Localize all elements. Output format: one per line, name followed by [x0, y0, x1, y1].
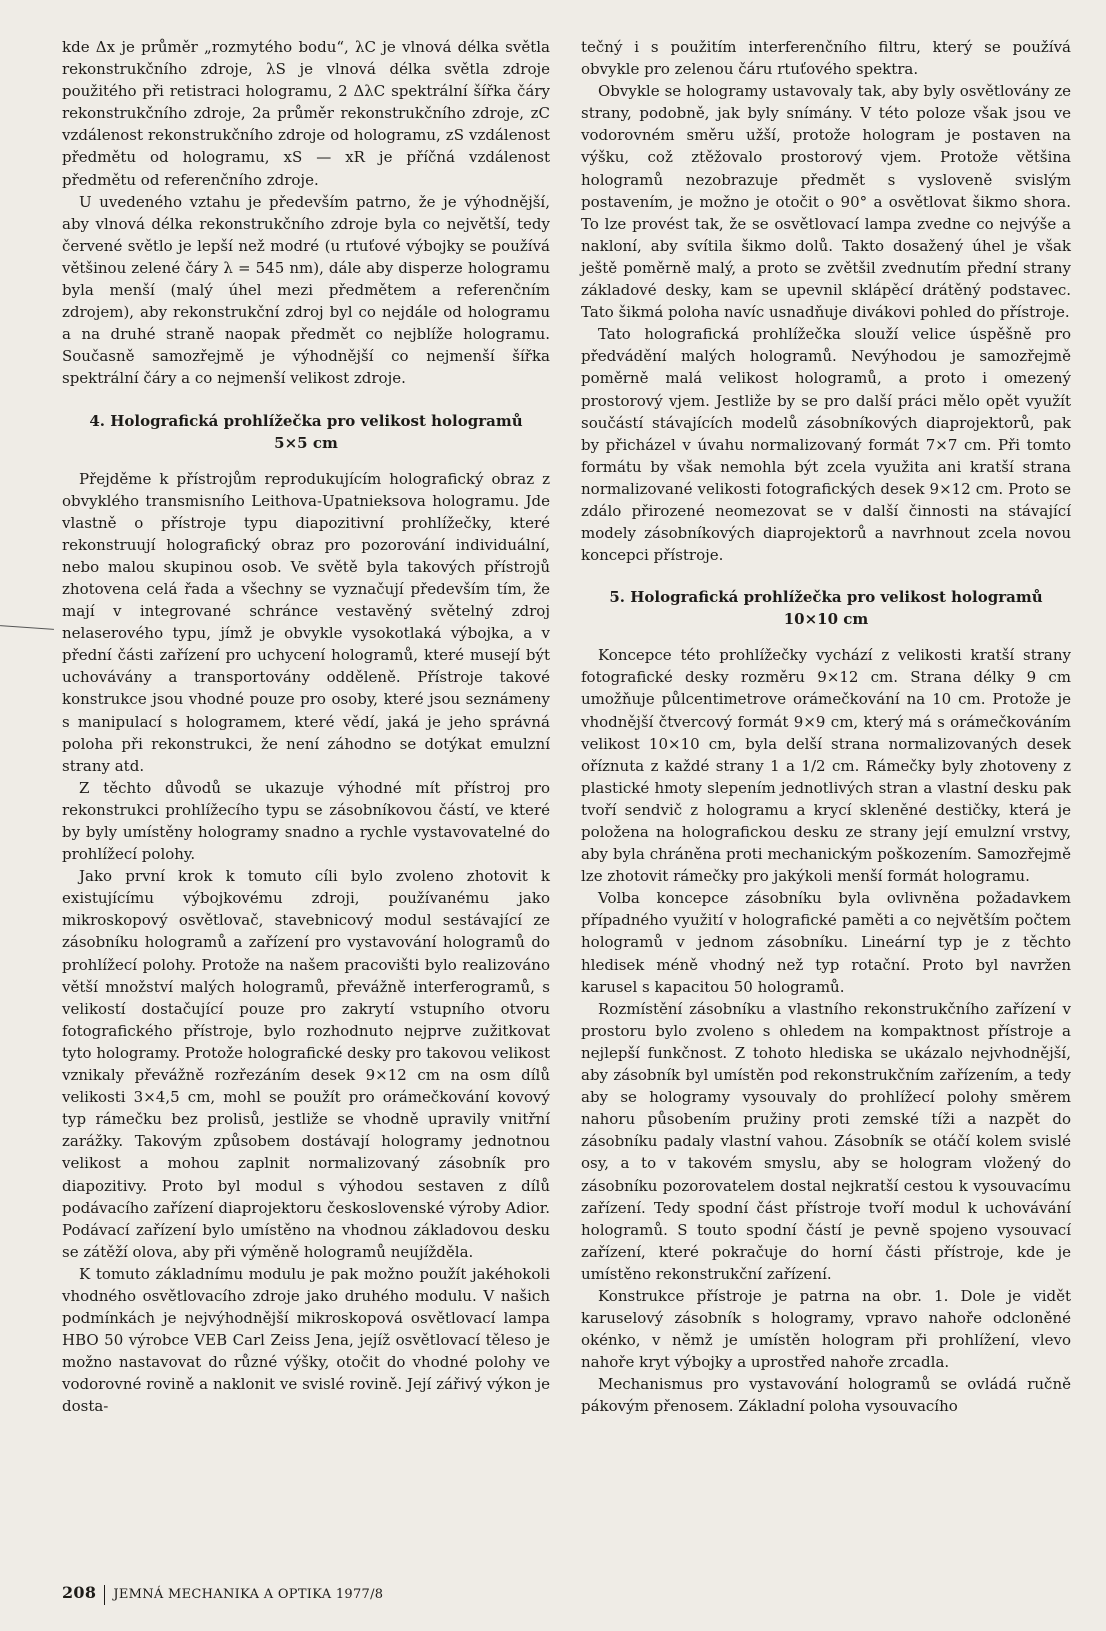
heading-line: 4. Holografická prohlížečka pro velikost hologramů: [89, 411, 523, 430]
paragraph: Koncepce této prohlížečky vychází z velikosti kratší strany fotografické desky rozměru 9×12 cm. Strana délky 9 cm umožňuje půlcentimetrove orámečkování na 10 cm. Protože je vhodnější čtvercový formát 9×9 cm, který má s orámečkováním velikost 10×10 cm, byla delší strana normalizovaných desek oříznuta z každé strany 1 a 1/2 cm. Rámečky byly zhotoveny z plastické hmoty slepením jednotlivých stran a vlastní desku pak tvoří sendvič z hologramu a krycí skleněné destičky, která je položena na holografickou desku ze strany její emulzní vrstvy, aby byla chráněna proti mechanickým poškozením. Samozřejmě lze zhotovit rámečky pro jakýkoli menší formát hologramu.: [581, 646, 1071, 886]
heading-line: 10×10 cm: [783, 610, 869, 629]
heading-line: 5. Holografická prohlížečka pro velikost hologramů: [609, 588, 1043, 607]
paragraph: Obvykle se hologramy ustavovaly tak, aby byly osvětlovány ze strany, podobně, jak byly snímány. V této poloze však jsou ve vodorovném směru užší, protože hologram je postaven na výšku, což ztěžovalo prostorový vjem. Protože většina hologramů nezobrazuje předmět s vysloveně svislým postavením, je možno je otočit o 90° a osvětlovat šikmo shora. To lze provést tak, že se osvětlovací lampa zvedne co nejvýše a nakloní, aby svítila šikmo dolů. Takto dosažený úhel je však ještě poměrně malý, a proto se zvětšil zvednutím přední strany základové desky, kam se upevnil sklápěcí drátěný podstavec. Tato šikmá poloha navíc usnadňuje divákovi pohled do přístroje.: [581, 82, 1071, 322]
journal-name: JEMNÁ MECHANIKA A OPTIKA 1977/8: [113, 1587, 384, 1602]
footer-divider: [104, 1585, 105, 1605]
left-column: [62, 36, 550, 1418]
paragraph: K tomuto základnímu modulu je pak možno použít jakéhokoli vhodného osvětlovacího zdroje jako druhého modulu. V našich podmínkách je nejvýhodnější mikroskopová osvětlovací lampa HBO 50 výrobce VEB Carl Zeiss Jena, jejíž osvětlovací těleso je možno nastavovat do různé výšky, otočit do vhodné polohy ve vodorovné rovině a naklonit ve svislé rovině. Její zářivý výkon je dosta-: [62, 1264, 550, 1416]
paragraph: U uvedeného vztahu je především patrno, že je výhodnější, aby vlnová délka rekonstrukčního zdroje byla co největší, tedy červené světlo je lepší než modré (u rtuťové výbojky se používá většinou zelené čáry λ = 545 nm), dále aby disperze hologramu byla menší (malý úhel mezi předmětem a referenčním zdrojem), aby rekonstrukční zdroj byl co nejdále od hologramu a na druhé straně naopak předmět co nejblíže hologramu. Současně samozřejmě je výhodnější co nejmenší šířka spektrální čáry a co nejmenší velikost zdroje.: [62, 192, 550, 388]
paragraph: Tato holografická prohlížečka slouží velice úspěšně pro předvádění malých hologramů. Nevýhodou je samozřejmě poměrně malá velikost hologramů, a proto i omezený prostorový vjem. Jestliže by se pro další práci mělo opět využít součástí stávajících modelů zásobníkových diaprojektorů, pak by přicházel v úvahu normalizovaný formát 7×7 cm. Při tomto formátu by však nemohla být zcela využita ani kratší strana normalizované velikosti fotografických desek 9×12 cm. Proto se zdálo přirozené neomezovat se v další činnosti na stávající modely zásobníkových diaprojektorů a navrhnout zcela novou koncepci přístroje.: [581, 325, 1071, 565]
right-column: [581, 36, 1071, 1418]
section-heading-4: [62, 410, 550, 454]
heading-line: 5×5 cm: [274, 433, 338, 452]
paragraph: kde Δx je průměr „rozmytého bodu“, λC je vlnová délka světla rekonstrukčního zdroje, λS je vlnová délka světla zdroje použitého při retistraci hologramu, 2 ΔλC spektrální šířka čáry rekonstrukčního zdroje, 2a průměr rekonstrukčního zdroje, zC vzdálenost rekonstrukčního zdroje od hologramu, zS vzdálenost předmětu od hologramu, xS — xR je příčná vzdálenost předmětu od referenčního zdroje.: [62, 38, 550, 189]
paragraph: Rozmístění zásobníku a vlastního rekonstrukčního zařízení v prostoru bylo zvoleno s ohledem na kompaktnost přístroje a nejlepší funkčnost. Z tohoto hlediska se ukázalo nejvhodnější, aby zásobník byl umístěn pod rekonstrukčním zařízením, a tedy aby se hologramy vysouvaly do prohlížecí polohy směrem nahoru působením pružiny proti zemské tíži a nazpět do zásobníku padaly vlastní vahou. Zásobník se otáčí kolem svislé osy, a to v takovém smyslu, aby se hologram vložený do zásobníku pozorovatelem dostal nejkratší cestou k vysouvacímu zařízení. Tedy spodní část přístroje tvoří modul k uchovávání hologramů. S touto spodní částí je pevně spojeno vysouvací zařízení, které pokračuje do horní části přístroje, kde je umístěno rekonstrukční zařízení.: [581, 999, 1071, 1283]
page-footer: [62, 1583, 383, 1605]
paragraph: Mechanismus pro vystavování hologramů se ovládá ručně pákovým přenosem. Základní poloha vysouvacího: [581, 1375, 1071, 1416]
paragraph: Konstrukce přístroje je patrna na obr. 1. Dole je vidět karuselový zásobník s hologramy, vpravo nahoře odcloněné okénko, v němž je umístěn hologram při prohlížení, vlevo nahoře kryt výbojky a uprostřed nahoře zrcadla.: [581, 1286, 1071, 1372]
margin-mark: [0, 625, 54, 630]
paragraph: tečný i s použitím interferenčního filtru, který se používá obvykle pro zelenou čáru rtuťového spektra.: [581, 38, 1071, 79]
section-heading-5: [581, 586, 1071, 630]
paragraph: Jako první krok k tomuto cíli bylo zvoleno zhotovit k existujícímu výbojkovému zdroji, používanému jako mikroskopový osvětlovač, stavebnicový modul sestávající ze zásobníku hologramů a zařízení pro vystavování hologramů do prohlížecí polohy. Protože na našem pracovišti bylo realizováno větší množství malých hologramů, převážně interferogramů, s velikostí dostačující pouze pro zakrytí vstupního otvoru fotografického přístroje, bylo rozhodnuto nejprve zužitkovat tyto hologramy. Protože holografické desky pro takovou velikost vznikaly převážně rozřezáním desek 9×12 cm na osm dílů velikosti 3×4,5 cm, mohl se použít pro orámečkování kovový typ rámečku bez prolisů, jestliže se vhodně upravily vnitřní zarážky. Takovým způsobem dostávají hologramy jednotnou velikost a mohou zaplnit normalizovaný zásobník pro diapozitivy. Proto byl modul s výhodou sestaven z dílů podávacího zařízení diaprojektoru československé výroby Adior. Podávací zařízení bylo umístěno na vhodnou základovou desku se zátěží olova, aby při výměně hologramů neujížděla.: [62, 867, 550, 1261]
paragraph: Volba koncepce zásobníku byla ovlivněna požadavkem případného využití v holografické paměti a co největším počtem hologramů v jednom zásobníku. Lineární typ je z těchto hledisek méně vhodný než typ rotační. Proto byl navržen karusel s kapacitou 50 hologramů.: [581, 889, 1071, 996]
page-number: 208: [62, 1583, 97, 1602]
paragraph: Přejděme k přístrojům reprodukujícím holografický obraz z obvyklého transmisního Leithova-Upatnieksova hologramu. Jde vlastně o přístroje typu diapozitivní prohlížečky, které rekonstruují holografický obraz pro pozorování individuální, nebo malou skupinou osob. Ve světě byla takových přístrojů zhotovena celá řada a všechny se vyznačují především tím, že mají v integrované schránce vestavěný světelný zdroj nelaserového typu, jímž je obvykle vysokotlaká výbojka, a v přední části zařízení pro uchycení hologramů, které musejí být uchovávány a transportovány odděleně. Přístroje takové konstrukce jsou vhodné pouze pro osoby, které jsou seznámeny s manipulací s hologramem, které vědí, jaká je jeho správná poloha při rekonstrukci, že není záhodno se dotýkat emulzní strany atd.: [62, 469, 550, 775]
paragraph: Z těchto důvodů se ukazuje výhodné mít přístroj pro rekonstrukci prohlížecího typu se zásobníkovou částí, ve které by byly umístěny hologramy snadno a rychle vystavovatelné do prohlížecí polohy.: [62, 778, 550, 864]
